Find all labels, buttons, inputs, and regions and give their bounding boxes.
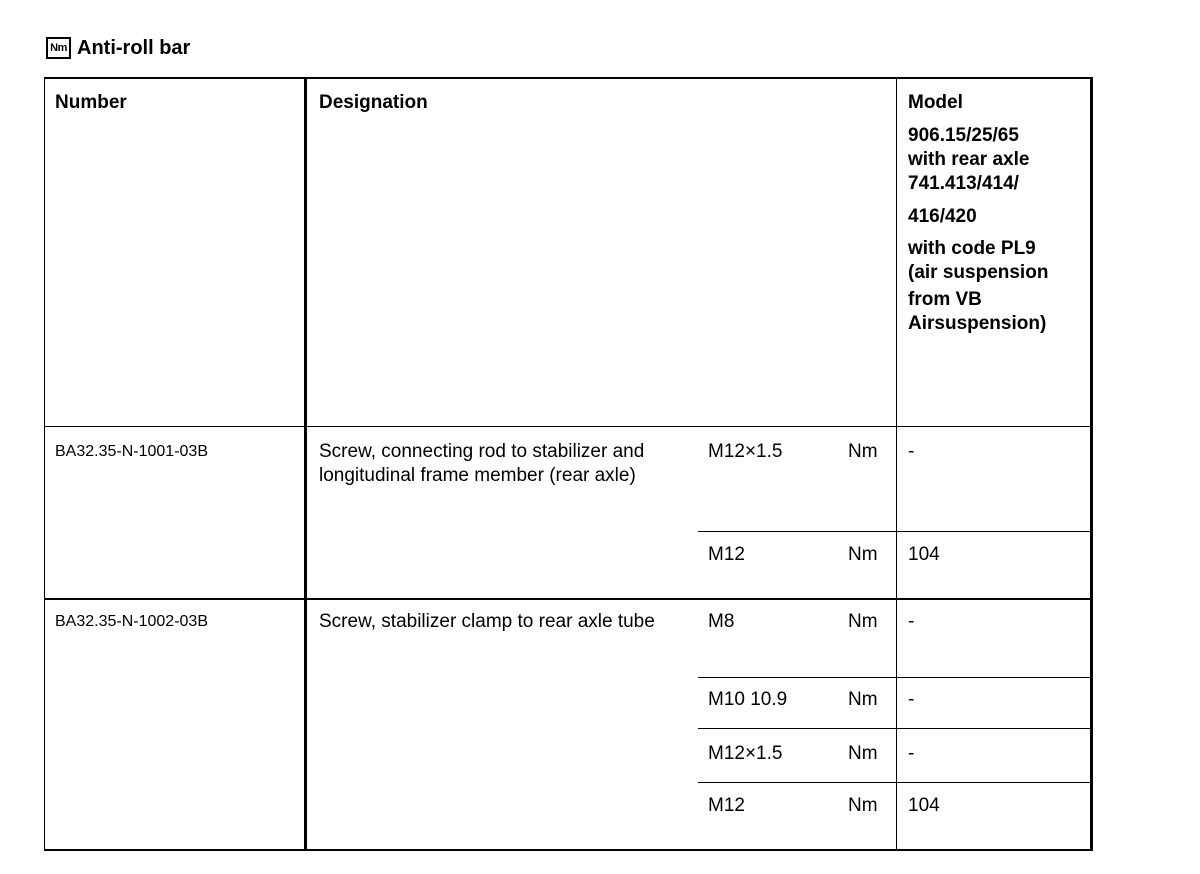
model-line: with code PL9	[908, 238, 1036, 259]
spec-unit: Nm	[848, 689, 878, 710]
model-line: 741.413/414/	[908, 173, 1019, 194]
spec-unit: Nm	[848, 795, 878, 816]
spec-thread: M12×1.5	[708, 743, 783, 764]
torque-nm-icon: Nm	[46, 37, 71, 59]
header-model: Model	[908, 92, 963, 113]
spec-unit: Nm	[848, 611, 878, 632]
row-number: BA32.35-N-1002-03B	[55, 613, 208, 630]
row-designation: Screw, stabilizer clamp to rear axle tube	[319, 611, 655, 632]
spec-value: -	[908, 611, 915, 632]
row-number: BA32.35-N-1001-03B	[55, 443, 208, 460]
model-line: 906.15/25/65	[908, 125, 1019, 146]
model-line: (air suspension	[908, 262, 1049, 283]
header-number: Number	[55, 92, 127, 113]
spec-thread: M12×1.5	[708, 441, 783, 462]
spec-value: -	[908, 743, 915, 764]
model-line: from VB	[908, 289, 982, 310]
section-heading	[46, 33, 190, 60]
spec-thread: M8	[708, 611, 735, 632]
section-title: Anti-roll bar	[77, 37, 191, 59]
model-line: 416/420	[908, 206, 977, 227]
spec-value: 104	[908, 795, 940, 816]
spec-unit: Nm	[848, 743, 878, 764]
spec-value: 104	[908, 544, 940, 565]
model-line: with rear axle	[908, 149, 1030, 170]
row-designation: Screw, connecting rod to stabilizer and longitudinal frame member (rear axle)	[319, 441, 645, 486]
header-designation: Designation	[319, 92, 428, 113]
spec-thread: M12	[708, 544, 745, 565]
spec-value: -	[908, 441, 915, 462]
spec-value: -	[908, 689, 915, 710]
spec-unit: Nm	[848, 544, 878, 565]
spec-unit: Nm	[848, 441, 878, 462]
spec-thread: M12	[708, 795, 745, 816]
spec-thread: M10 10.9	[708, 689, 788, 710]
model-line: Airsuspension)	[908, 313, 1047, 334]
